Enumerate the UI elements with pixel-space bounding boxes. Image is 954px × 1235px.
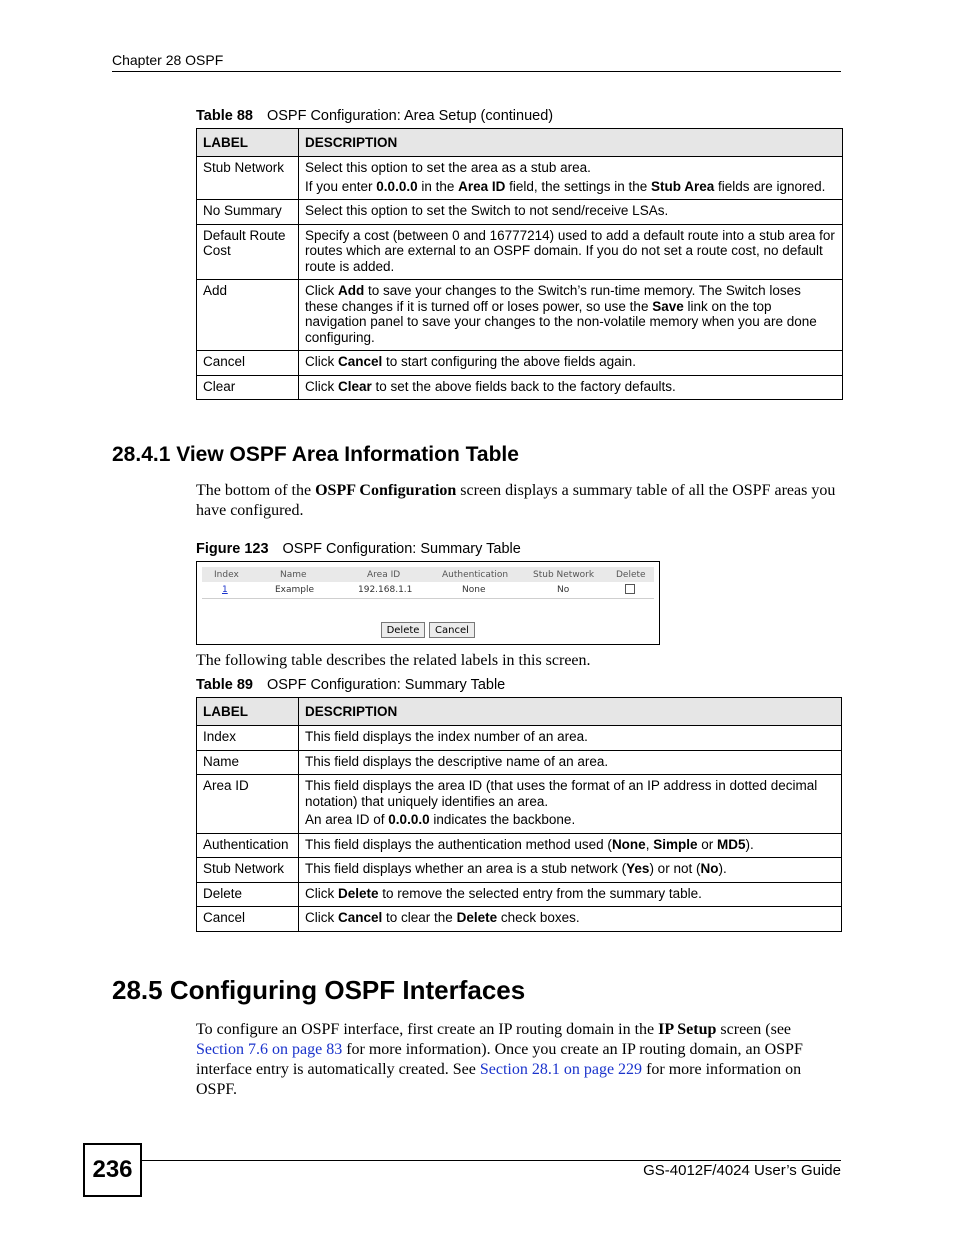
- section-7-6-link[interactable]: Section 7.6 on page 83: [196, 1041, 343, 1058]
- summary-table-header: [202, 567, 654, 582]
- footer-rule: [141, 1160, 841, 1161]
- row-label: Clear: [197, 375, 299, 400]
- row-label: Authentication: [197, 833, 299, 858]
- row-label: Cancel: [197, 907, 299, 932]
- row-label: Delete: [197, 882, 299, 907]
- page-number: 236: [83, 1143, 142, 1197]
- figure123-caption-text: OSPF Configuration: Summary Table: [282, 541, 521, 557]
- table-row: [197, 200, 843, 225]
- table-row: [197, 351, 843, 376]
- table-row: [197, 375, 843, 400]
- col-label-header: LABEL: [197, 698, 299, 726]
- row-description: Specify a cost (between 0 and 16777214) used to add a default route into a stub area for routes which are external to an OSPF domain. If you do not set a route cost, no default route is added.: [299, 224, 843, 280]
- col-description-header: DESCRIPTION: [299, 698, 842, 726]
- header-name: Name: [280, 570, 307, 580]
- header-index: Index: [214, 570, 239, 580]
- desc-paragraph: This field displays the area ID (that uses the format of an IP address in dotted decimal notation) that uniquely identifies an area.: [305, 778, 818, 809]
- desc-paragraph: If you enter 0.0.0.0 in the Area ID field, the settings in the Stub Area fields are ignored.: [305, 178, 826, 194]
- table89: [196, 697, 842, 932]
- row-label: No Summary: [197, 200, 299, 225]
- table-row: [197, 157, 843, 200]
- cancel-button[interactable]: Cancel: [429, 622, 475, 638]
- row-description: Click Clear to set the above fields back to the factory defaults.: [299, 375, 843, 400]
- header-rule: [112, 71, 841, 72]
- section-285-paragraph: To configure an OSPF interface, first create an IP routing domain in the IP Setup screen (see Section 7.6 on page 83 for more information). Once you create an IP routing domain, an OSPF interface entry is automatically created. See Section 28.1 on page 229 for more information on OSPF.: [196, 1021, 803, 1098]
- table-row: [197, 775, 842, 834]
- row-description: [299, 775, 842, 834]
- header-delete: Delete: [616, 570, 646, 580]
- table-header-row: [197, 129, 843, 157]
- figure123-caption: [196, 541, 521, 557]
- row-label: Stub Network: [197, 157, 299, 200]
- table89-caption: [196, 677, 505, 693]
- row-description: This field displays the index number of an area.: [299, 726, 842, 751]
- row-stub-network: No: [557, 585, 570, 595]
- table88-caption-text: OSPF Configuration: Area Setup (continued): [266, 108, 554, 124]
- row-description: Click Add to save your changes to the Switch’s run-time memory. The Switch loses these changes if it is turned off or loses power, so use the Save link on the top navigation panel to save your changes to the non-volatile memory when you are done configuring.: [299, 280, 843, 351]
- section-285-heading: 28.5 Configuring OSPF Interfaces: [112, 975, 526, 1005]
- row-description: Select this option to set the Switch to not send/receive LSAs.: [299, 200, 843, 225]
- table-header-row: [197, 698, 842, 726]
- table-row: [197, 726, 842, 751]
- row-description: This field displays the authentication method used (None, Simple or MD5).: [299, 833, 842, 858]
- row-label: Stub Network: [197, 858, 299, 883]
- table-row: [197, 858, 842, 883]
- table89-caption-number: Table 89: [196, 677, 253, 693]
- row-label: Area ID: [197, 775, 299, 834]
- row-area-id: 192.168.1.1: [358, 585, 413, 595]
- summary-table-row: [202, 582, 654, 599]
- table89-intro: The following table describes the related labels in this screen.: [196, 652, 591, 669]
- figure123-caption-number: Figure 123: [196, 541, 269, 557]
- row-description: This field displays the descriptive name of an area.: [299, 750, 842, 775]
- row-label: Add: [197, 280, 299, 351]
- row-description: This field displays whether an area is a stub network (Yes) or not (No).: [299, 858, 842, 883]
- table88-caption: [196, 108, 553, 124]
- col-label-header: LABEL: [197, 129, 299, 157]
- row-name: Example: [275, 585, 315, 595]
- table-row: [197, 907, 842, 932]
- desc-paragraph: An area ID of 0.0.0.0 indicates the backbone.: [305, 812, 576, 827]
- row-authentication: None: [462, 585, 486, 595]
- row-index-link[interactable]: 1: [222, 585, 228, 595]
- table88: [196, 128, 843, 400]
- table88-caption-number: Table 88: [196, 108, 253, 124]
- header-area-id: Area ID: [367, 570, 401, 580]
- col-description-header: DESCRIPTION: [299, 129, 843, 157]
- row-label: Default Route Cost: [197, 224, 299, 280]
- section-2841-heading: 28.4.1 View OSPF Area Information Table: [112, 443, 519, 466]
- table-row: [197, 280, 843, 351]
- delete-checkbox[interactable]: [625, 584, 635, 594]
- chapter-header: Chapter 28 OSPF: [112, 52, 224, 68]
- delete-button[interactable]: Delete: [381, 622, 425, 638]
- section-28-1-link[interactable]: Section 28.1 on page 229: [479, 1061, 643, 1078]
- row-label: Index: [197, 726, 299, 751]
- row-description: Click Cancel to clear the Delete check boxes.: [299, 907, 842, 932]
- table-row: [197, 750, 842, 775]
- row-description: Click Delete to remove the selected entry from the summary table.: [299, 882, 842, 907]
- desc-paragraph: Select this option to set the area as a stub area.: [305, 160, 591, 175]
- guide-title: GS-4012F/4024 User’s Guide: [643, 1162, 841, 1179]
- section-2841-paragraph: The bottom of the OSPF Configuration screen displays a summary table of all the OSPF areas you have configured.: [196, 482, 836, 519]
- row-label: Cancel: [197, 351, 299, 376]
- table89-caption-text: OSPF Configuration: Summary Table: [266, 677, 506, 693]
- summary-table: [202, 567, 654, 599]
- table-row: [197, 224, 843, 280]
- row-description: Click Cancel to start configuring the above fields again.: [299, 351, 843, 376]
- figure123-screenshot: [196, 561, 660, 645]
- header-authentication: Authentication: [442, 570, 509, 580]
- row-description: [299, 157, 843, 200]
- header-stub-network: Stub Network: [533, 570, 595, 580]
- table-row: [197, 833, 842, 858]
- table-row: [197, 882, 842, 907]
- row-label: Name: [197, 750, 299, 775]
